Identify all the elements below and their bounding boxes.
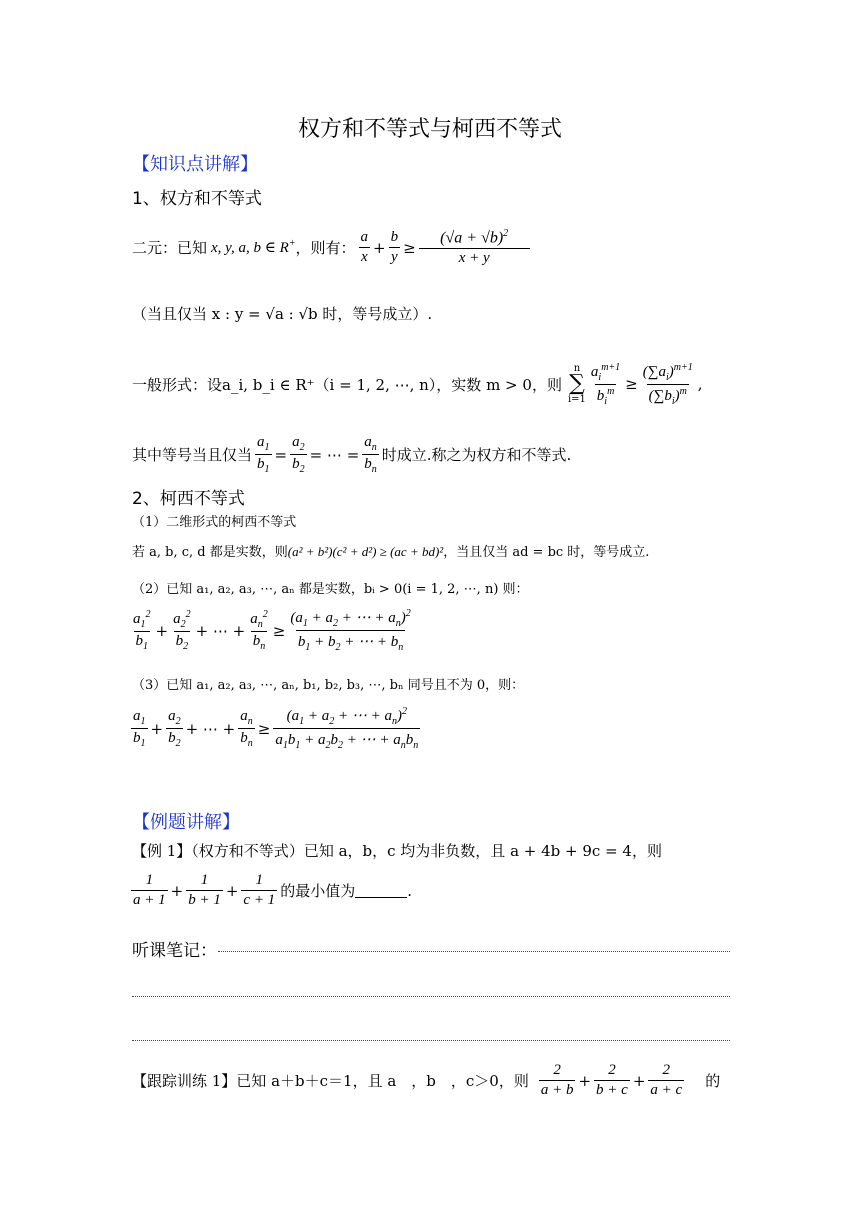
ratio-2: $\frac{a_2}{b_2}$ (292, 434, 305, 475)
example-1-expression: $\frac{1}{a + 1}$ + $\frac{1}{b + 1}$ + $\frac{1}{c + 1}$ 的最小值为 . (133, 872, 412, 908)
ratio-1: $\frac{a_1}{b_1}$ (257, 434, 270, 475)
notes-label: 听课笔记： (132, 941, 217, 961)
fraction-b-over-y: $\frac{b}{y}$ (390, 229, 399, 266)
general-prefix: 一般形式：设 (132, 375, 223, 394)
section-knowledge-heading: 【知识点讲解】 (132, 154, 258, 175)
example-1-question: 的最小值为 (280, 882, 356, 900)
general-equality-line: 其中等号当且仅当 $\frac{a_1}{b_1}$ = $\frac{a_2}{b_2}$ = ⋯ = $\frac{a_n}{b_n}$ 时成立.称之为权方和不等式. (132, 434, 572, 475)
fraction-general-lhs: $\frac{a_i^{m+1}}{b_i^m}$ (590, 361, 621, 407)
fraction-1-over-a1: $\frac{1}{a + 1}$ (133, 872, 166, 908)
section-examples-heading: 【例题讲解】 (132, 812, 240, 833)
fraction-2-over-ab: $\frac{2}{a + b}$ (540, 1062, 574, 1098)
binary-vars: x, y, a, b ∈ R+ (211, 238, 296, 257)
term-ansq-bn: $\frac{a_n^2}{b_n}$ (250, 609, 268, 652)
binary-prefix: 二元：已知 (132, 239, 208, 258)
answer-blank[interactable] (355, 883, 407, 898)
fraction-2-over-bc: $\frac{2}{b + c}$ (596, 1062, 628, 1098)
cauchy-form-2-formula: $\frac{a_1^2}{b_1}$ + $\frac{a_2^2}{b_2}$ + ⋯ + $\frac{a_n^2}{b_n}$ ≥ $\frac{(a_1 + a_2 + \cdots + a_n)^2}{b_1 + b_2 + \cdots + b_n}$ (133, 608, 411, 653)
tracking-1-statement: 【跟踪训练 1】已知 a＋b＋c＝1，且 a ，b ，c＞0，则 (132, 1072, 529, 1090)
fraction-1-over-c1: $\frac{1}{c + 1}$ (243, 872, 276, 908)
binary-equality-condition: （当且仅当 x : y = √a : √b 时，等号成立）. (132, 305, 433, 323)
cauchy-form-2-label: （2）已知 a₁, a₂, a₃, ⋯, aₙ 都是实数，bᵢ > 0(i = 1, 2, ⋯, n) 则： (132, 582, 529, 597)
fraction-form-3-rhs: $\frac{(a_1 + a_2 + \cdots + a_n)^2}{a_1b_1 + a_2b_2 + \cdots + a_nb_n}$ (275, 706, 419, 751)
cauchy-2d-statement (132, 541, 649, 560)
fraction-2-over-ac: $\frac{2}{a + c}$ (650, 1062, 683, 1098)
cauchy-2d-text-b: ，当且仅当 ad = bc 时，等号成立. (443, 545, 650, 560)
general-condition: a_i, b_i ∈ R⁺（i = 1, 2, ⋯, n），实数 m > 0，则 (222, 375, 562, 394)
fraction-a-over-x: $\frac{a}{x}$ (360, 229, 369, 266)
example-1-period: . (407, 881, 412, 900)
cauchy-form-3-label: （3）已知 a₁, a₂, a₃, ⋯, aₙ, b₁, b₂, b₃, ⋯, bₙ 同号且不为 0，则： (132, 678, 525, 693)
term-a2-b2: $\frac{a_2}{b_2}$ (168, 708, 181, 749)
binary-then: ，则有： (295, 239, 356, 258)
cauchy-2d-formula: (a² + b²)(c² + d²) ≥ (ac + bd)² (287, 544, 444, 559)
ratio-n: $\frac{a_n}{b_n}$ (364, 434, 377, 475)
binary-form-line: 二元：已知 x, y, a, b ∈ R+ ，则有： $\frac{a}{x}$ + $\frac{b}{y}$ ≥ $\frac{(√a + √b)^2}{x + y}$ (132, 228, 533, 267)
fraction-1-over-b1: $\frac{1}{b + 1}$ (188, 872, 221, 908)
cauchy-2d-text-a: 若 a, b, c, d 都是实数，则 (132, 545, 288, 560)
page-title: 权方和不等式与柯西不等式 (297, 117, 562, 142)
sum-sign: n ∑ i=1 (567, 363, 586, 405)
term-a1sq-b1: $\frac{a_1^2}{b_1}$ (133, 609, 151, 652)
example-1-statement: 【例 1】（权方和不等式）已知 a，b，c 均为非负数，且 a + 4b + 9c = 4，则 (132, 842, 662, 860)
general-form-line: 一般形式：设 a_i, b_i ∈ R⁺（i = 1, 2, ⋯, n），实数 m > 0，则 n ∑ i=1 $\frac{a_i^{m+1}}{b_i^m}$ ≥ $\frac{(\sum a_i)^{m+1}}{(\sum b_i)^m}$ , (132, 361, 703, 407)
notes-line-2[interactable] (132, 996, 730, 997)
fraction-form-2-rhs: $\frac{(a_1 + a_2 + \cdots + a_n)^2}{b_1 + b_2 + \cdots + b_n}$ (290, 608, 411, 653)
fraction-general-rhs: $\frac{(\sum a_i)^{m+1}}{(\sum b_i)^m}$ (642, 361, 693, 407)
cauchy-form-3-formula: $\frac{a_1}{b_1}$ + $\frac{a_2}{b_2}$ + ⋯ + $\frac{a_n}{b_n}$ ≥ $\frac{(a_1 + a_2 + \cdots + a_n)^2}{a_1b_1 + a_2b_2 + \cdots + a_nb_n}$ (133, 706, 419, 751)
tracking-1-suffix: 的 (705, 1072, 721, 1090)
term-a2sq-b2: $\frac{a_2^2}{b_2}$ (173, 609, 191, 652)
term-a1-b1: $\frac{a_1}{b_1}$ (133, 708, 146, 749)
general-eq-suffix: 时成立.称之为权方和不等式. (381, 446, 572, 464)
heading-cauchy-inequality: 2、柯西不等式 (132, 489, 245, 509)
notes-line-3[interactable] (132, 1040, 730, 1041)
notes-line-1[interactable] (218, 951, 730, 952)
fraction-binary-rhs: $\frac{(√a + √b)^2}{x + y}$ (419, 228, 530, 267)
term-an-bn: $\frac{a_n}{b_n}$ (240, 708, 253, 749)
heading-power-mean-inequality: 1、权方和不等式 (132, 189, 262, 209)
general-eq-prefix: 其中等号当且仅当 (132, 446, 253, 464)
cauchy-2d-label: （1）二维形式的柯西不等式 (132, 515, 297, 530)
tracking-1-line: 【跟踪训练 1】已知 a＋b＋c＝1，且 a ，b ，c＞0，则 $\frac{2}{a + b}$ + $\frac{2}{b + c}$ + $\frac{2}{a + c}$ 的 (132, 1062, 721, 1098)
